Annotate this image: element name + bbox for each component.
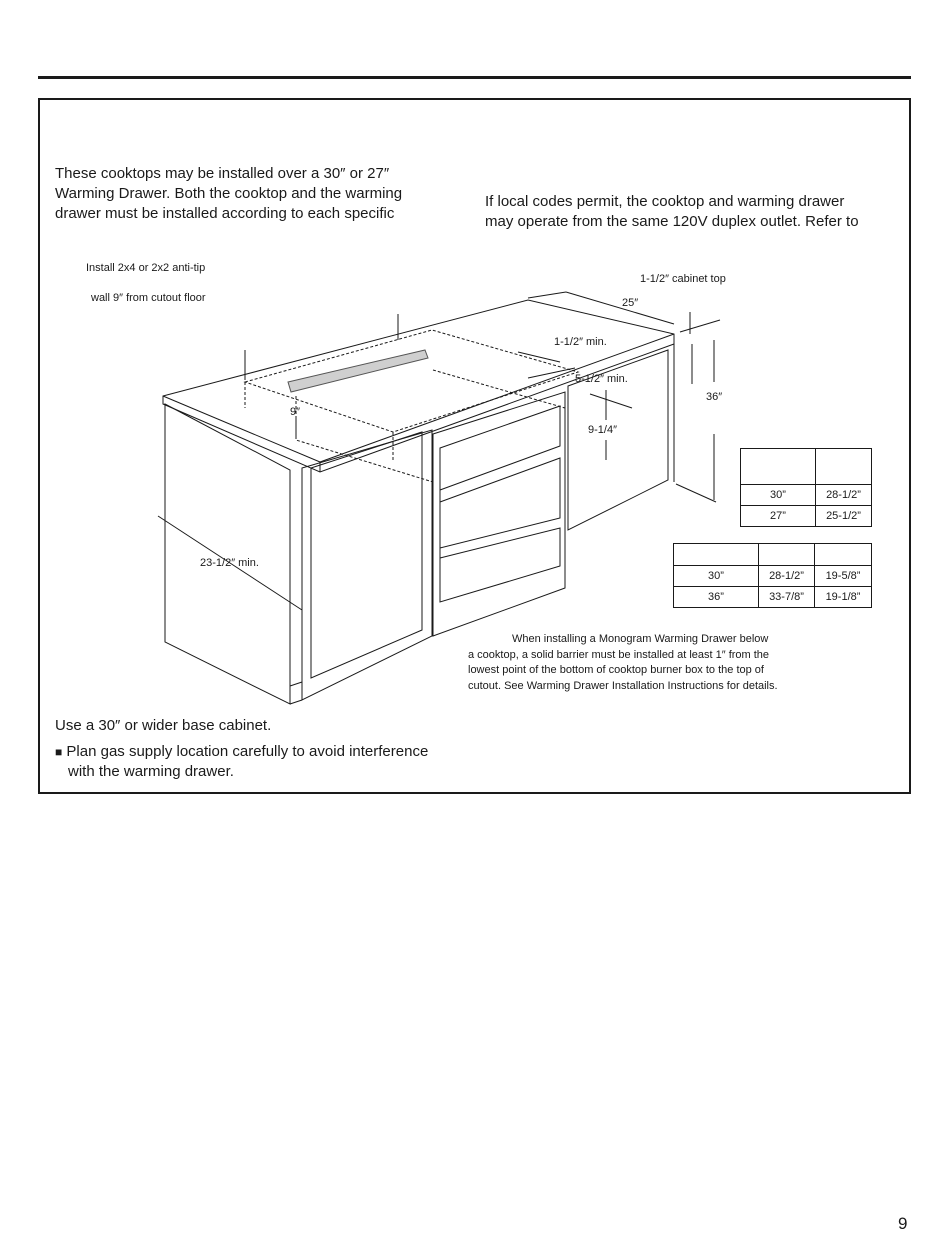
barrier-note-line: When installing a Monogram Warming Drawer below (512, 633, 769, 645)
toe-kick (290, 700, 302, 704)
label-anti-tip-line2: wall 9″ from cutout floor (91, 292, 206, 304)
table-row (674, 587, 872, 608)
table-cell: 19-1/8” (815, 587, 872, 608)
dimension-table-large (673, 543, 872, 608)
countertop (163, 300, 674, 472)
dimension-table-small (740, 448, 872, 527)
table-cell: 28-1/2” (816, 485, 872, 506)
intro-line: These cooktops may be installed over a 30″ or 27″ (55, 165, 390, 182)
table-cell: 36” (674, 587, 759, 608)
intro-line: Warming Drawer. Both the cooktop and the warming (55, 185, 403, 202)
label-min-5-5: 5-1/2″ min. (575, 373, 628, 385)
label-dim-9: 9″ (290, 406, 301, 418)
bullet-text-continued: with the warming drawer. (68, 763, 234, 780)
barrier-note-line: lowest point of the bottom of cooktop burner box to the top of (468, 664, 764, 676)
barrier-note-line: a cooktop, a solid barrier must be installed at least 1″ from the (468, 648, 770, 661)
table-cell: 30” (674, 566, 759, 587)
table-row (741, 506, 872, 527)
drawer-middle (440, 458, 560, 548)
outlet-line: If local codes permit, the cooktop and warming drawer (485, 193, 845, 210)
barrier-note (468, 632, 778, 694)
dim-line (528, 292, 566, 298)
table-header-row (674, 544, 872, 566)
label-cabinet-top: 1-1/2″ cabinet top (640, 273, 726, 285)
warming-drawer-unit (433, 392, 565, 636)
table-header-row (741, 449, 872, 485)
label-anti-tip-line1: Install 2x4 or 2x2 anti-tip (86, 262, 206, 274)
label-depth-25: 25″ (622, 297, 639, 309)
dim-5-5-line (590, 394, 632, 408)
outlet-line: may operate from the same 120V duplex outlet. Refer to (485, 213, 859, 230)
cabinet-note: Use a 30″ or wider base cabinet. (55, 717, 272, 734)
bullet-text: Plan gas supply location carefully to avoid interference (66, 743, 429, 760)
table-cell: 25-1/2” (816, 506, 872, 527)
drawer-bottom (440, 528, 560, 602)
label-height-36: 36″ (706, 391, 723, 403)
table-row (741, 485, 872, 506)
intro-line: drawer must be installed according to each specific (55, 205, 395, 222)
bullet-item (55, 742, 428, 762)
bullet-square-icon: ■ (55, 745, 63, 759)
dim-36-floor (676, 484, 716, 502)
table-cell: 19-5/8” (815, 566, 872, 587)
bullet-list (55, 742, 428, 782)
table-cell: 33-7/8” (759, 587, 815, 608)
table-cell: 28-1/2” (759, 566, 815, 587)
table-row (674, 566, 872, 587)
table-cell: 30” (741, 485, 816, 506)
table-cell: 27” (741, 506, 816, 527)
dim-cabinet-top-line (680, 320, 720, 332)
label-min-23-5: 23-1/2″ min. (200, 557, 259, 569)
label-dim-9-25: 9-1/4″ (588, 424, 617, 436)
barrier-note-line: cutout. See Warming Drawer Installation Instructions for details. (468, 679, 778, 692)
label-min-1-5: 1-1/2″ min. (554, 336, 607, 348)
toe-kick (290, 682, 302, 686)
page-number: 9 (898, 1214, 908, 1233)
